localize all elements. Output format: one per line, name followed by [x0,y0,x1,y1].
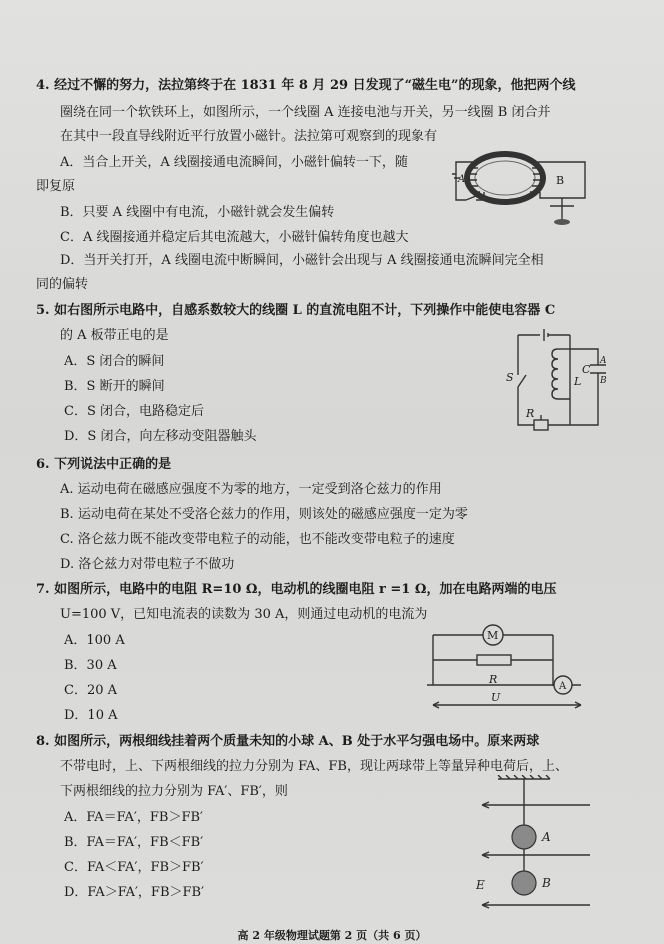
q8-field-figure [470,775,610,915]
q8-option-d: D．FA＞FA′，FB＞FB′ [64,885,205,900]
q5-circuit-figure [500,325,610,440]
q4-label-b: B [556,174,565,187]
q4-option-a: A．当合上开关，A 线圈接通电流瞬间，小磁针偏转一下，随 [60,155,408,170]
q5-label-l: L [574,375,582,388]
q7-option-b: B．30 A [64,658,117,673]
q5-option-a: A．S 闭合的瞬间 [64,354,165,369]
q8-option-b: B．FA＝FA′，FB＜FB′ [64,835,204,850]
q5-label-r: R [526,407,535,420]
q5-stem-line-2: 的 A 板带正电的是 [60,328,169,343]
q6-option-b: B. 运动电荷在某处不受洛仑兹力的作用，则该处的磁感应强度一定为零 [60,507,468,522]
q6-stem: 6. 下列说法中正确的是 [36,457,172,472]
q4-stem-line-1: 4. 经过不懈的努力，法拉第终于在 1831 年 8 月 29 日发现了“磁生电”的现象，他把两个线 [36,78,576,93]
q8-option-a: A．FA＝FA′，FB＞FB′ [64,810,203,825]
q5-label-c: C [582,363,591,376]
q5-option-b: B．S 断开的瞬间 [64,379,165,394]
q5-stem-line-1: 5. 如右图所示电路中，自感系数较大的线圈 L 的直流电阻不计，下列操作中能使电容器 C [36,303,556,318]
page-footer: 高 2 年级物理试题第 2 页（共 6 页） [237,929,427,942]
q4-option-d: D．当开关打开，A 线圈电流中断瞬间，小磁针会出现与 A 线圈接通电流瞬间完全相 [60,253,544,268]
q8-stem-line-3: 下两根细线的拉力分别为 FA′、FB′，则 [60,784,288,799]
q4-stem-line-3: 在其中一段直导线附近平行放置小磁针。法拉第可观察到的现象有 [60,129,438,144]
q8-label-a: A [542,830,551,844]
q7-label-u: U [491,691,501,704]
q5-option-d: D．S 闭合，向左移动变阻器触头 [64,429,257,444]
q7-stem-line-2: U=100 V，已知电流表的读数为 30 A，则通过电动机的电流为 [60,607,428,622]
q4-stem-line-2: 圈绕在同一个软铁环上，如图所示，一个线圈 A 连接电池与开关，另一线圈 B 闭合并 [60,105,551,120]
q5-label-a: A [600,356,607,366]
q5-label-b: B [600,376,607,386]
q4-option-a-cont: 即复原 [36,179,76,194]
q6-option-d: D. 洛仑兹力对带电粒子不做功 [60,557,235,572]
q8-label-e: E [476,878,485,892]
q8-label-b: B [542,876,551,890]
q8-stem-line-2: 不带电时，上、下两根细线的拉力分别为 FA、FB，现让两球带上等量异种电荷后，上、 [60,759,568,774]
q7-stem-line-1: 7. 如图所示，电路中的电阻 R=10 Ω，电动机的线圈电阻 r =1 Ω，加在电路两端的电压 [36,582,557,597]
q4-ring-figure [450,140,595,235]
q7-option-d: D．10 A [64,708,118,723]
q4-option-b: B．只要 A 线圈中有电流，小磁针就会发生偏转 [60,205,335,220]
q7-option-c: C．20 A [64,683,118,698]
q8-option-c: C．FA＜FA′，FB＞FB′ [64,860,204,875]
q4-label-a: A [458,174,466,185]
q6-option-a: A. 运动电荷在磁感应强度不为零的地方，一定受到洛仑兹力的作用 [60,482,442,497]
q6-option-c: C. 洛仑兹力既不能改变带电粒子的动能，也不能改变带电粒子的速度 [60,532,455,547]
q7-option-a: A．100 A [64,633,125,648]
q8-stem-line-1: 8. 如图所示，两根细线挂着两个质量未知的小球 A、B 处于水平匀强电场中。原来两球 [36,734,540,749]
q7-label-r: R [489,673,498,686]
q7-label-a: A [559,681,567,692]
q7-circuit-figure [425,620,585,720]
q5-label-s: S [506,371,514,384]
q4-option-d-cont: 同的偏转 [36,277,89,292]
q7-label-m: M [487,629,499,642]
q5-option-c: C．S 闭合，电路稳定后 [64,404,204,419]
q4-option-c: C．A 线圈接通并稳定后其电流越大，小磁针偏转角度也越大 [60,230,409,245]
